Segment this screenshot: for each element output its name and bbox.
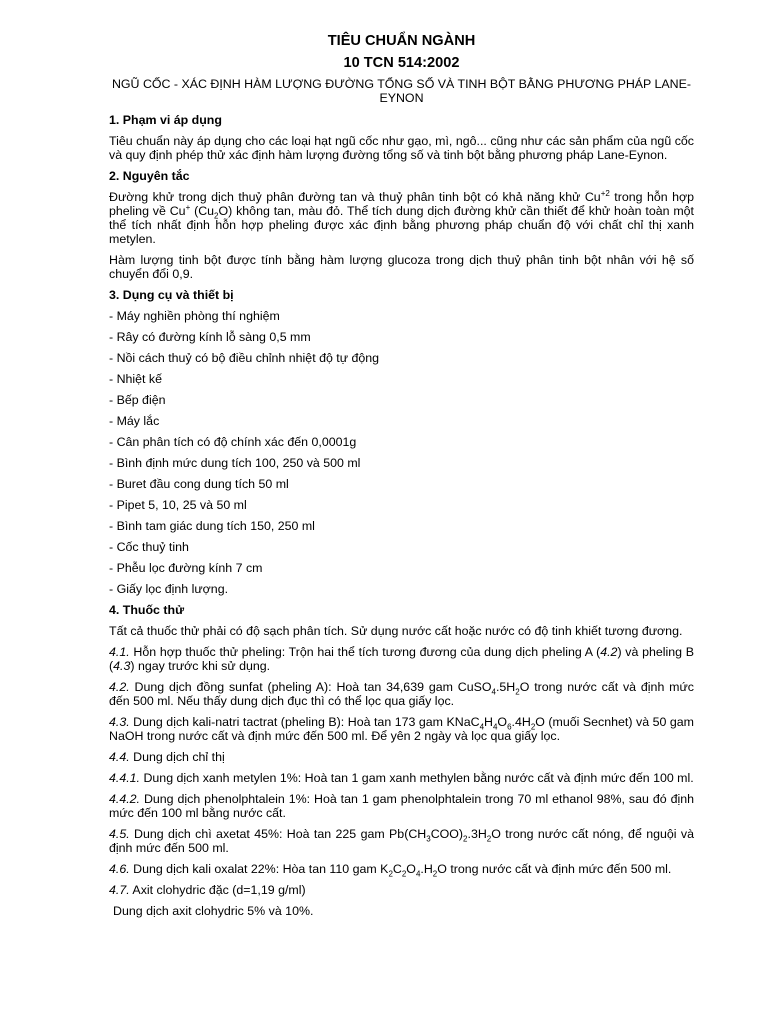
list-item: - Bình tam giác dung tích 150, 250 ml: [109, 519, 315, 533]
list-item: - Bếp điện: [109, 393, 166, 407]
section-1-heading: 1. Phạm vi áp dụng: [109, 113, 222, 127]
list-item: - Rây có đường kính lỗ sàng 0,5 mm: [109, 330, 311, 344]
document-page: [109, 32, 694, 925]
list-item: - Nồi cách thuỷ có bộ điều chỉnh nhiệt độ tự động: [109, 351, 380, 365]
doc-title: TIÊU CHUẨN NGÀNH: [327, 33, 476, 49]
reagent-4-5: 4.5. Dung dịch chì axetat 45%: Hoà tan 225 gam $Pb(CH_3COO)_2.3H_2O$ trong nước cất nóng, để nguội và định mức đến 500 ml.: [109, 827, 694, 855]
doc-code: 10 TCN 514:2002: [343, 55, 460, 71]
reagent-4-4-1: 4.4.1. Dung dịch xanh metylen 1%: Hoà tan 1 gam xanh methylen bằng nước cất và định mức đến 100 ml.: [109, 771, 694, 785]
section-2-heading: 2. Nguyên tắc: [109, 169, 190, 183]
section-1-text: Tiêu chuẩn này áp dụng cho các loại hạt ngũ cốc như gạo, mì, ngô... cũng như các sản phẩm của ngũ cốc và quy định phép thử xác định hàm lượng đường tổng số và tinh bột bằng phương pháp Lane-Eynon.: [109, 134, 694, 162]
reagent-4-4: 4.4. Dung dịch chỉ thị: [109, 750, 225, 764]
section-2-paragraph-2: Hàm lượng tinh bột được tính bằng hàm lượng glucoza trong dịch thuỷ phân tinh bột nhân với hệ số chuyển đổi 0,9.: [109, 253, 694, 281]
reagent-4-4-2: 4.4.2. Dung dịch phenolphtalein 1%: Hoà tan 1 gam phenolphtalein trong 70 ml ethanol 98%, sau đó định mức đến 100 ml bằng nước cất.: [109, 792, 694, 820]
list-item: - Cân phân tích có độ chính xác đến 0,0001g: [109, 435, 357, 449]
list-item: - Giấy lọc định lượng.: [109, 582, 229, 596]
doc-subtitle: NGŨ CỐC - XÁC ĐỊNH HÀM LƯỢNG ĐƯỜNG TỔNG SỐ VÀ TINH BỘT BẰNG PHƯƠNG PHÁP LANE-EYNON: [111, 77, 692, 105]
list-item: - Cốc thuỷ tinh: [109, 540, 189, 554]
list-item: - Nhiệt kế: [109, 372, 163, 386]
section-3-heading: 3. Dụng cụ và thiết bị: [109, 288, 234, 302]
list-item: - Bình định mức dung tích 100, 250 và 500 ml: [109, 456, 361, 470]
list-item: - Phễu lọc đường kính 7 cm: [109, 561, 263, 575]
reagent-4-3: 4.3. Dung dịch kali-natri tactrat (pheling B): Hoà tan 173 gam $KNaC_4H_4O_6.4H_2O$ (muối Secnhet) và 50 gam NaOH trong nước cất và định mức đến 500 ml. Để yên 2 ngày và lọc qua giấy lọc.: [109, 715, 694, 743]
section-2-paragraph-1: Đường khử trong dịch thuỷ phân đường tan và thuỷ phân tinh bột có khả năng khử $Cu^{+2}$ trong hỗn hợp pheling về Cu+ $(Cu_2O)$ không tan, màu đỏ. Thể tích dung dịch đường khử cần thiết để khử hoàn toàn một thể tích nhất định hỗn hợp pheling được xác định bằng phương pháp chuẩn độ với chất chỉ thị xanh metylen.: [109, 188, 695, 246]
list-item: - Buret đầu cong dung tích 50 ml: [109, 477, 289, 491]
reagent-4-7-dilute: Dung dịch axit clohydric 5% và 10%.: [113, 904, 314, 918]
section-4-intro: Tất cả thuốc thử phải có độ sạch phân tích. Sử dụng nước cất hoặc nước có độ tinh khiết tương đương.: [109, 624, 683, 638]
list-item: - Máy nghiền phòng thí nghiệm: [109, 309, 280, 323]
reagent-4-1: 4.1. Hỗn hợp thuốc thử pheling: Trộn hai thể tích tương đương của dung dịch pheling A (4.2) và pheling B (4.3) ngay trước khi sử dụng.: [109, 645, 694, 673]
equipment-list: [109, 309, 694, 596]
section-4-heading: 4. Thuốc thử: [109, 603, 185, 617]
reagent-4-6: 4.6. Dung dịch kali oxalat 22%: Hòa tan 110 gam $K_2C_2O_4.H_2O$ trong nước cất và định mức đến 500 ml.: [109, 862, 672, 879]
list-item: - Máy lắc: [109, 414, 160, 428]
reagent-4-2: 4.2. Dung dịch đồng sunfat (pheling A): Hoà tan 34,639 gam $CuSO_4.5H_2O$ trong nước cất và định mức đến 500 ml. Nếu thấy dung dịch đục thì có thể lọc qua giấy lọc.: [109, 680, 694, 708]
reagent-4-7: 4.7. Axit clohydric đặc (d=1,19 g/ml): [109, 883, 306, 897]
list-item: - Pipet 5, 10, 25 và 50 ml: [109, 498, 247, 512]
